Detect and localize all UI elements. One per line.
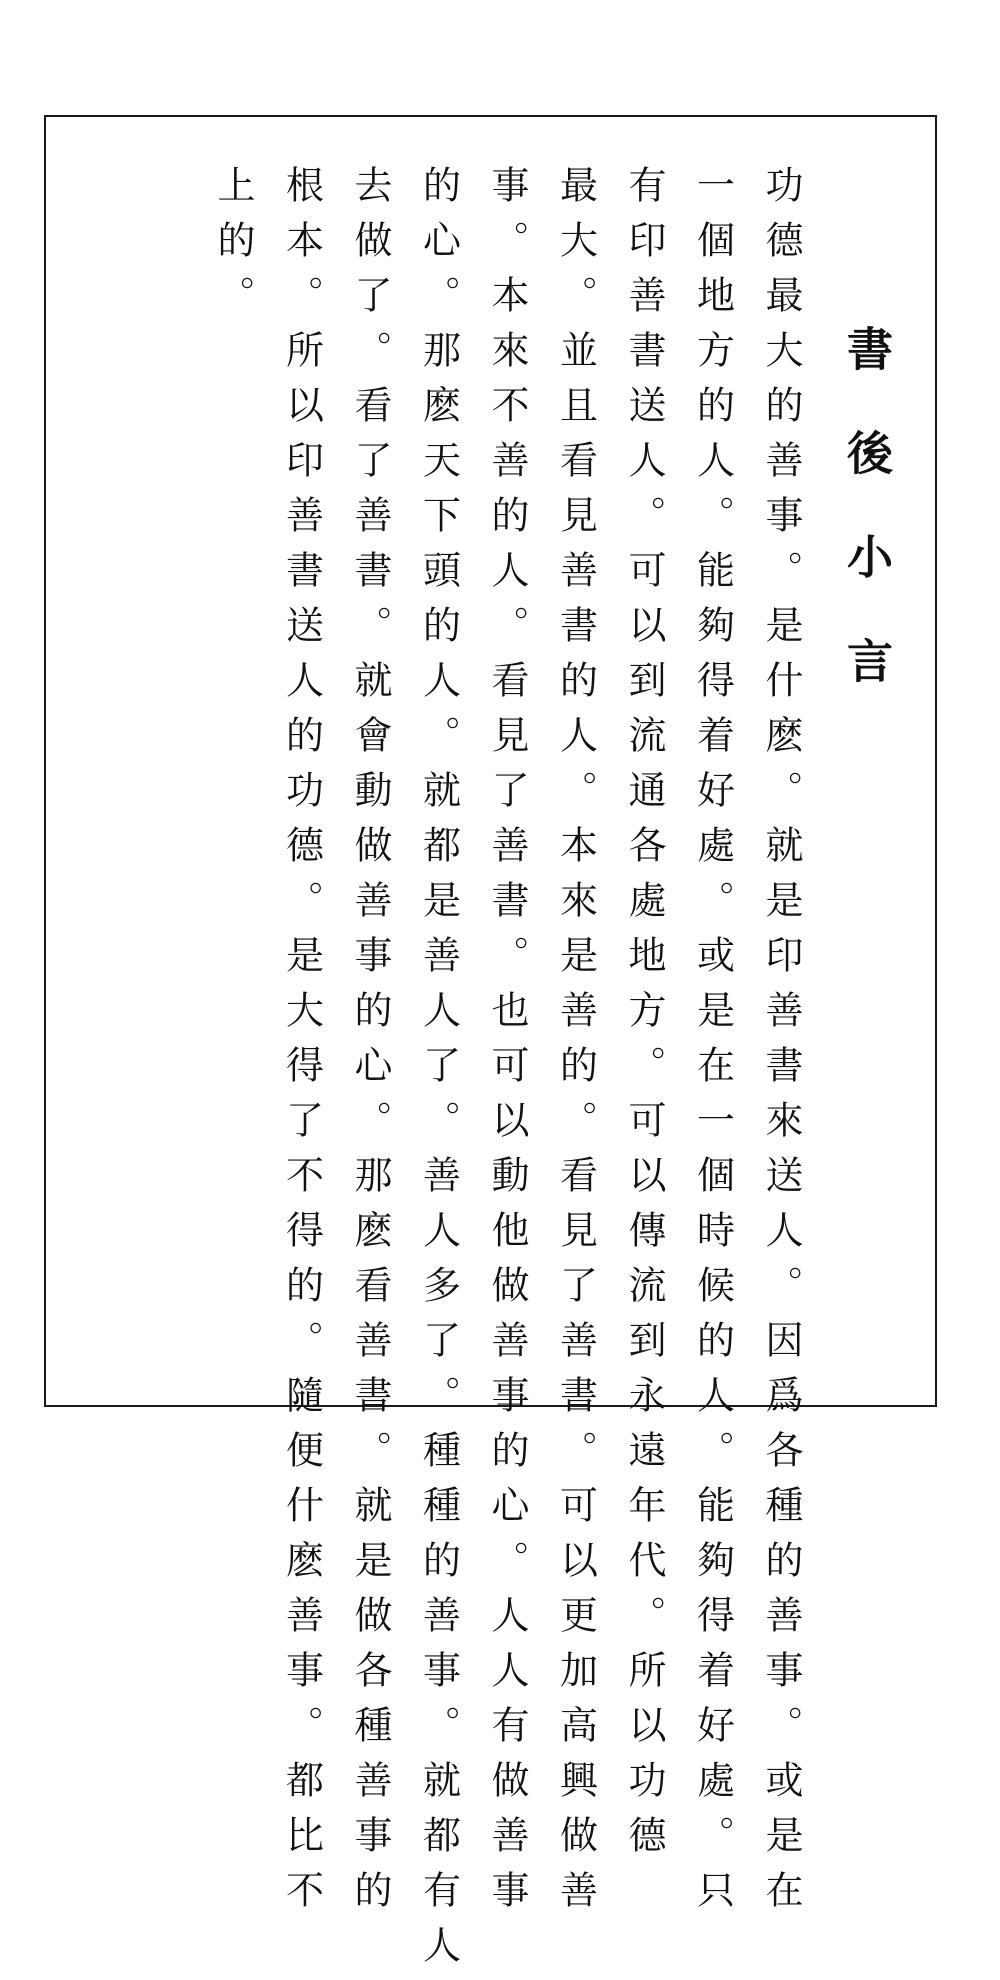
- text-column: 功德最大的善事。是什麽。就是印善書來送人。因爲各種的善事。或是在: [759, 165, 803, 1925]
- text-column: 有印善書送人。可以到流通各處地方。可以傳流到永遠年代。所以功德: [622, 165, 666, 1870]
- text-column: 一個地方的人。能夠得着好處。或是在一個時候的人。能夠得着好處。只: [690, 165, 735, 1925]
- page-title: 書後小言: [840, 325, 894, 741]
- text-column: 上的。: [211, 165, 255, 330]
- text-column: 去做了。看了善書。就會動做善事的心。那麽看善書。就是做各種善事的: [348, 165, 392, 1925]
- vertical-text-body: [160, 165, 894, 1980]
- text-column: 事。本來不善的人。看見了善書。也可以動他做善事的心。人人有做善事: [485, 165, 529, 1925]
- text-column: 最大。並且看見善書的人。本來是善的。看見了善書。可以更加高興做善: [553, 165, 598, 1925]
- text-column: 的心。那麽天下頭的人。就都是善人了。善人多了。種種的善事。就都有人: [416, 165, 461, 1980]
- text-column: 根本。所以印善書送人的功德。是大得了不得的。隨便什麽善事。都比不: [279, 165, 324, 1925]
